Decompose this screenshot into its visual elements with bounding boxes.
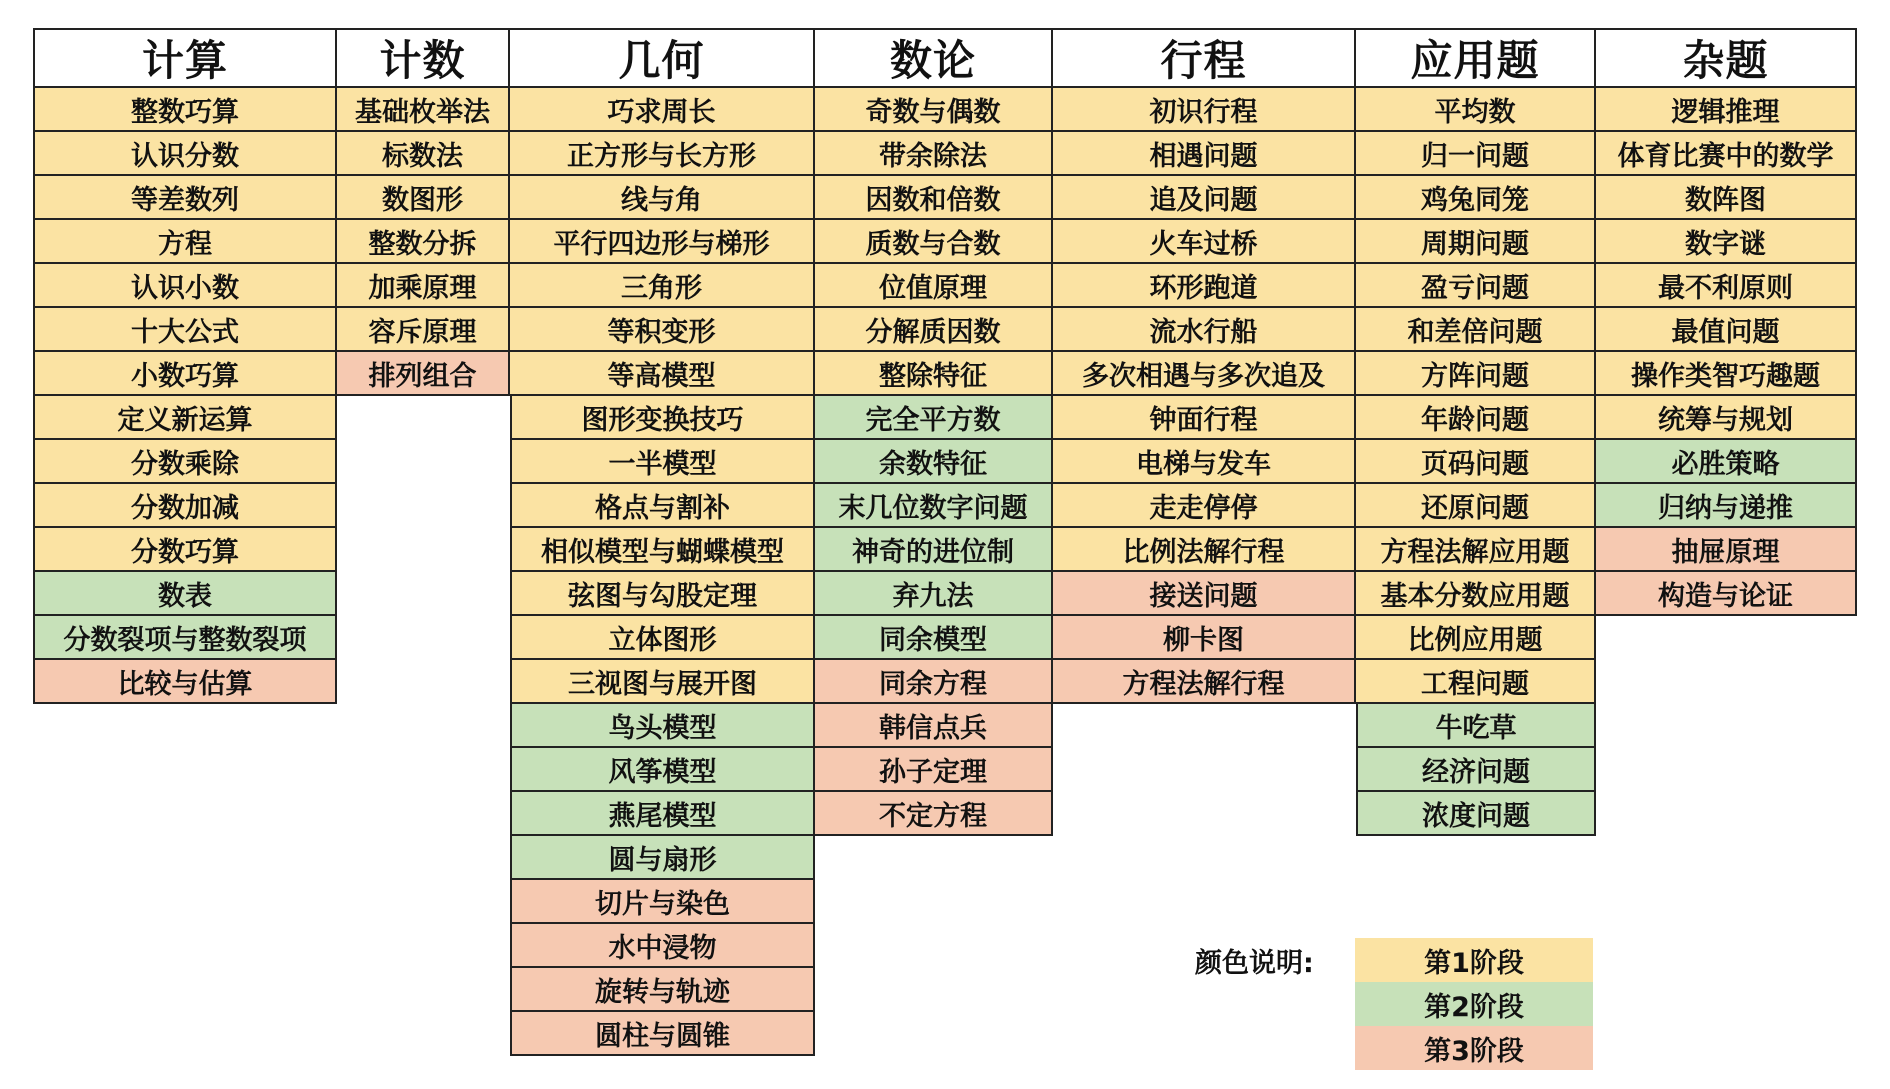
- topic-cell: 数图形: [337, 176, 510, 220]
- topic-cell: 电梯与发车: [1053, 440, 1356, 484]
- topic-cell: 操作类智巧趣题: [1596, 352, 1857, 396]
- topic-cell: 相遇问题: [1053, 132, 1356, 176]
- topic-cell: 页码问题: [1356, 440, 1596, 484]
- legend-stage-2: 第2阶段: [1355, 982, 1593, 1026]
- topic-cell: 不定方程: [815, 792, 1053, 836]
- column-0: [33, 28, 337, 704]
- column-header: 杂题: [1596, 28, 1857, 88]
- topic-cell: 同余方程: [815, 660, 1053, 704]
- topic-cell: 带余除法: [815, 132, 1053, 176]
- topic-cell: 数字谜: [1596, 220, 1857, 264]
- topic-cell: 分数加减: [33, 484, 337, 528]
- column-header: 应用题: [1356, 28, 1596, 88]
- topic-cell: 立体图形: [510, 616, 815, 660]
- topic-cell: 环形跑道: [1053, 264, 1356, 308]
- column-6: [1596, 28, 1857, 616]
- topic-cell: 切片与染色: [510, 880, 815, 924]
- topic-cell: 比例应用题: [1356, 616, 1596, 660]
- topic-cell: 数表: [33, 572, 337, 616]
- topic-cell: 线与角: [510, 176, 815, 220]
- column-header: 数论: [815, 28, 1053, 88]
- topic-cell: 容斥原理: [337, 308, 510, 352]
- topic-cell: 等差数列: [33, 176, 337, 220]
- topic-cell: 三视图与展开图: [510, 660, 815, 704]
- topic-cell: 方程: [33, 220, 337, 264]
- topic-cell: 还原问题: [1356, 484, 1596, 528]
- legend-stage-3: 第3阶段: [1355, 1026, 1593, 1070]
- topic-cell: 完全平方数: [815, 396, 1053, 440]
- topic-cell: 质数与合数: [815, 220, 1053, 264]
- topic-cell: 基础枚举法: [337, 88, 510, 132]
- topic-cell: 十大公式: [33, 308, 337, 352]
- topic-cell: 浓度问题: [1356, 792, 1596, 836]
- topic-cell: 相似模型与蝴蝶模型: [510, 528, 815, 572]
- topic-cell: 盈亏问题: [1356, 264, 1596, 308]
- topic-cell: 等高模型: [510, 352, 815, 396]
- topic-cell: 和差倍问题: [1356, 308, 1596, 352]
- topic-cell: 追及问题: [1053, 176, 1356, 220]
- topic-cell: 鸡兔同笼: [1356, 176, 1596, 220]
- topic-cell: 同余模型: [815, 616, 1053, 660]
- topic-cell: 标数法: [337, 132, 510, 176]
- topic-cell: 排列组合: [337, 352, 510, 396]
- topic-cell: 必胜策略: [1596, 440, 1857, 484]
- topic-cell: 工程问题: [1356, 660, 1596, 704]
- topic-cell: 方程法解行程: [1053, 660, 1356, 704]
- topic-cell: 鸟头模型: [510, 704, 815, 748]
- topic-cell: 整除特征: [815, 352, 1053, 396]
- topic-cell: 走走停停: [1053, 484, 1356, 528]
- topic-cell: 一半模型: [510, 440, 815, 484]
- topic-cell: 火车过桥: [1053, 220, 1356, 264]
- topic-cell: 风筝模型: [510, 748, 815, 792]
- topic-cell: 统筹与规划: [1596, 396, 1857, 440]
- topic-cell: 认识分数: [33, 132, 337, 176]
- topic-cell: 孙子定理: [815, 748, 1053, 792]
- topic-cell: 格点与割补: [510, 484, 815, 528]
- topic-cell: 余数特征: [815, 440, 1053, 484]
- legend-stage-1: 第1阶段: [1355, 938, 1593, 982]
- topic-cell: 分数裂项与整数裂项: [33, 616, 337, 660]
- topic-cell: 多次相遇与多次追及: [1053, 352, 1356, 396]
- topic-cell: 逻辑推理: [1596, 88, 1857, 132]
- topic-cell: 分解质因数: [815, 308, 1053, 352]
- topic-cell: 弦图与勾股定理: [510, 572, 815, 616]
- topic-cell: 神奇的进位制: [815, 528, 1053, 572]
- topic-cell: 巧求周长: [510, 88, 815, 132]
- topic-cell: 接送问题: [1053, 572, 1356, 616]
- legend-title: 颜色说明:: [1195, 947, 1314, 979]
- topic-cell: 加乘原理: [337, 264, 510, 308]
- topic-cell: 水中浸物: [510, 924, 815, 968]
- topic-cell: 分数乘除: [33, 440, 337, 484]
- topic-cell: 小数巧算: [33, 352, 337, 396]
- topic-cell: 周期问题: [1356, 220, 1596, 264]
- topic-cell: 最不利原则: [1596, 264, 1857, 308]
- topic-cell: 末几位数字问题: [815, 484, 1053, 528]
- topic-cell: 韩信点兵: [815, 704, 1053, 748]
- topic-cell: 牛吃草: [1356, 704, 1596, 748]
- topic-cell: 年龄问题: [1356, 396, 1596, 440]
- topic-cell: 体育比赛中的数学: [1596, 132, 1857, 176]
- topic-cell: 数阵图: [1596, 176, 1857, 220]
- topic-cell: 比较与估算: [33, 660, 337, 704]
- topic-cell: 定义新运算: [33, 396, 337, 440]
- topic-cell: 正方形与长方形: [510, 132, 815, 176]
- topic-cell: 经济问题: [1356, 748, 1596, 792]
- topic-cell: 方程法解应用题: [1356, 528, 1596, 572]
- topic-cell: 分数巧算: [33, 528, 337, 572]
- topic-cell: 图形变换技巧: [510, 396, 815, 440]
- topic-cell: 初识行程: [1053, 88, 1356, 132]
- column-header: 几何: [510, 28, 815, 88]
- topic-cell: 圆与扇形: [510, 836, 815, 880]
- topic-cell: 最值问题: [1596, 308, 1857, 352]
- topic-cell: 奇数与偶数: [815, 88, 1053, 132]
- column-2: [510, 28, 815, 1056]
- topic-cell: 构造与论证: [1596, 572, 1857, 616]
- topic-cell: 三角形: [510, 264, 815, 308]
- topic-cell: 比例法解行程: [1053, 528, 1356, 572]
- topic-cell: 抽屉原理: [1596, 528, 1857, 572]
- topic-cell: 整数巧算: [33, 88, 337, 132]
- topic-cell: 燕尾模型: [510, 792, 815, 836]
- column-header: 计数: [337, 28, 510, 88]
- column-header: 计算: [33, 28, 337, 88]
- column-1: [337, 28, 510, 396]
- topic-cell: 因数和倍数: [815, 176, 1053, 220]
- topic-cell: 柳卡图: [1053, 616, 1356, 660]
- topic-cell: 流水行船: [1053, 308, 1356, 352]
- topic-cell: 圆柱与圆锥: [510, 1012, 815, 1056]
- topic-cell: 旋转与轨迹: [510, 968, 815, 1012]
- topic-cell: 整数分拆: [337, 220, 510, 264]
- topic-cell: 平均数: [1356, 88, 1596, 132]
- topic-cell: 认识小数: [33, 264, 337, 308]
- topic-cell: 基本分数应用题: [1356, 572, 1596, 616]
- topic-cell: 等积变形: [510, 308, 815, 352]
- column-3: [815, 28, 1053, 836]
- topic-cell: 归一问题: [1356, 132, 1596, 176]
- column-5: [1356, 28, 1596, 836]
- topic-cell: 弃九法: [815, 572, 1053, 616]
- topic-cell: 方阵问题: [1356, 352, 1596, 396]
- topic-cell: 平行四边形与梯形: [510, 220, 815, 264]
- topic-cell: 归纳与递推: [1596, 484, 1857, 528]
- column-4: [1053, 28, 1356, 704]
- column-header: 行程: [1053, 28, 1356, 88]
- topic-cell: 位值原理: [815, 264, 1053, 308]
- topic-cell: 钟面行程: [1053, 396, 1356, 440]
